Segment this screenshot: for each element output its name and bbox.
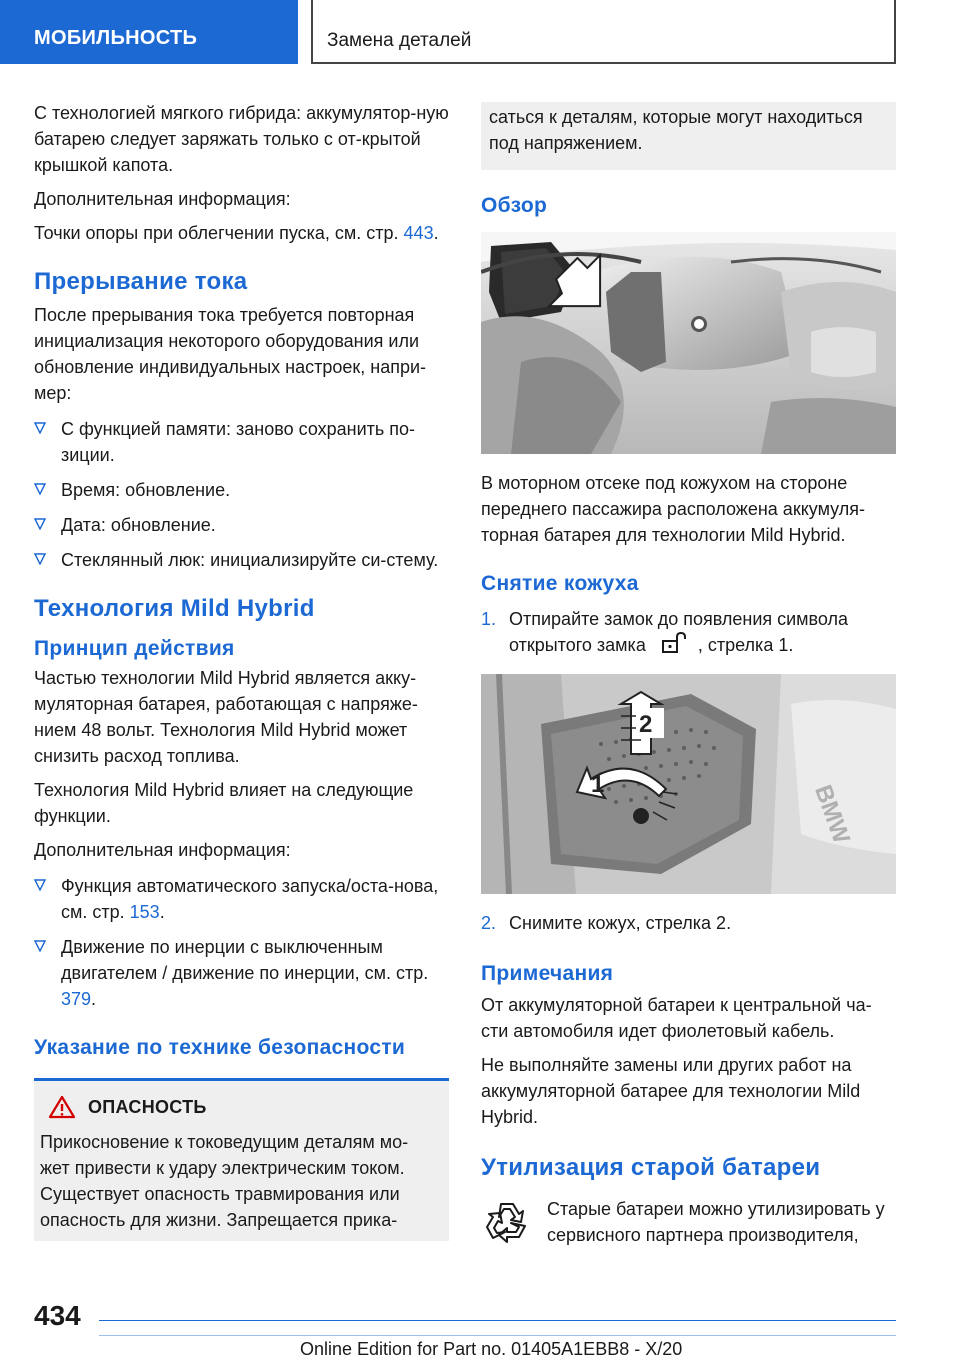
disposal-row bbox=[481, 1196, 896, 1248]
engine-bay-drawing bbox=[481, 232, 896, 454]
bmw-logo-text: BMW bbox=[809, 781, 856, 848]
list-item bbox=[34, 547, 449, 573]
danger-header bbox=[40, 1095, 437, 1119]
paragraph-jump-points-text: Точки опоры при облегчении пуска, см. стр. bbox=[34, 223, 404, 243]
page-number: 434 bbox=[34, 1300, 81, 1331]
open-lock-icon bbox=[657, 632, 687, 654]
page-link-443[interactable]: 443 bbox=[403, 223, 434, 243]
step-text: Отпирайте замок до появления символа открытого замка bbox=[509, 609, 849, 655]
list-item: Движение по инерции с выключенным двигателем / движение по инерции, см. стр. 379. bbox=[34, 934, 449, 1012]
heading-safety: Указание по технике безопасности bbox=[34, 1036, 406, 1059]
danger-text-continued: саться к деталям, которые могут находиться под напряжением. bbox=[489, 107, 863, 153]
paragraph-more-info: Дополнительная информация: bbox=[34, 189, 291, 209]
page-link-379[interactable]: 379 bbox=[61, 989, 92, 1009]
interruption-list bbox=[34, 416, 449, 573]
removal-steps bbox=[481, 606, 896, 658]
step-1 bbox=[481, 606, 896, 658]
paragraph-principle-1: Частью технологии Mild Hybrid является акку-муляторная батарея, работающая с напряже-нием 48 вольт. Технология Mild Hybrid может снизить расход топлива. bbox=[34, 668, 418, 766]
section-tab bbox=[0, 0, 298, 64]
bullet-triangle-icon bbox=[34, 879, 46, 891]
danger-label: ОПАСНОСТЬ bbox=[88, 1096, 207, 1117]
heading-power-interruption: Прерывание тока bbox=[34, 268, 248, 295]
list-item-text: Дата: обновление. bbox=[61, 515, 216, 535]
danger-text: Прикосновение к токоведущим деталям мо-жет привести к удару электрическим током. Существует опасность травмирования или опасность для жизни. Запрещается прика- bbox=[40, 1132, 409, 1230]
list-item-text: С функцией памяти: заново сохранить по-зиции. bbox=[61, 419, 416, 465]
paragraph-overview: В моторном отсеке под кожухом на стороне переднего пассажира расположена аккумуля-торная батарея для технологии Mild Hybrid. bbox=[481, 473, 865, 545]
bullet-triangle-icon bbox=[34, 422, 46, 434]
left-column bbox=[34, 100, 449, 1241]
bullet-triangle-icon bbox=[34, 553, 46, 565]
heading-mild-hybrid: Технология Mild Hybrid bbox=[34, 595, 315, 622]
paragraph-jump-points: Точки опоры при облегчении пуска, см. стр. 443. bbox=[34, 223, 439, 243]
list-item-text: Функция автоматического запуска/оста-нова, см. стр. bbox=[61, 876, 439, 922]
principle-list bbox=[34, 873, 449, 1012]
list-item bbox=[34, 416, 449, 468]
paragraph-principle-3: Дополнительная информация: bbox=[34, 840, 291, 860]
danger-box-continued bbox=[481, 102, 896, 170]
paragraph-notes-2: Не выполняйте замены или других работ на аккумуляторной батарее для технологии Mild Hybrid. bbox=[481, 1055, 861, 1127]
list-item bbox=[34, 512, 449, 538]
list-item-text: Стеклянный люк: инициализируйте си-стему. bbox=[61, 550, 439, 570]
list-item-text: Время: обновление. bbox=[61, 480, 231, 500]
recycle-icon bbox=[481, 1196, 533, 1248]
paragraph-disposal: Старые батареи можно утилизировать у сервисного партнера производителя, bbox=[547, 1199, 885, 1245]
paragraph-principle-2: Технология Mild Hybrid влияет на следующие функции. bbox=[34, 780, 414, 826]
engine-bay-image bbox=[481, 232, 896, 454]
paragraph-power-interruption: После прерывания тока требуется повторная инициализация некоторого оборудования или обновление индивидуальных настроек, напри-мер: bbox=[34, 305, 427, 403]
warning-triangle-icon bbox=[48, 1095, 76, 1119]
bullet-triangle-icon bbox=[34, 518, 46, 530]
footer-edition: Online Edition for Part no. 01405A1EBB8 - X/20 bbox=[300, 1339, 683, 1359]
list-item bbox=[34, 477, 449, 503]
bullet-triangle-icon bbox=[34, 940, 46, 952]
step-text: Снимите кожух, стрелка 2. bbox=[509, 913, 732, 933]
paragraph-charging: С технологией мягкого гибрида: аккумулятор-ную батарею следует заряжать только с от-крытой крышкой капота. bbox=[34, 103, 449, 175]
battery-cover-drawing bbox=[481, 674, 896, 894]
heading-overview: Обзор bbox=[481, 194, 548, 217]
heading-notes: Примечания bbox=[481, 962, 614, 985]
footer-rule-light bbox=[99, 1335, 896, 1336]
list-item: Функция автоматического запуска/оста-нова, см. стр. 153. bbox=[34, 873, 449, 925]
list-item-text: Движение по инерции с выключенным двигателем / движение по инерции, см. стр. bbox=[61, 937, 429, 983]
heading-remove-cover: Снятие кожуха bbox=[481, 572, 639, 595]
footer-rule bbox=[99, 1320, 896, 1321]
section-title: МОБИЛЬНОСТЬ bbox=[34, 27, 198, 49]
callout-1: 1 bbox=[591, 771, 605, 798]
chapter-tab bbox=[311, 0, 896, 64]
callout-2: 2 bbox=[639, 711, 653, 738]
step-2 bbox=[481, 910, 896, 936]
battery-cover-image bbox=[481, 674, 896, 894]
chapter-title: Замена деталей bbox=[327, 30, 472, 51]
heading-disposal: Утилизация старой батареи bbox=[481, 1154, 821, 1181]
removal-steps-2 bbox=[481, 910, 896, 936]
bullet-triangle-icon bbox=[34, 483, 46, 495]
heading-principle: Принцип действия bbox=[34, 637, 235, 660]
danger-box bbox=[34, 1081, 449, 1241]
step-text-end: , стрелка 1. bbox=[697, 635, 794, 655]
paragraph-notes-1: От аккумуляторной батареи к центральной ча-сти автомобиля идет фиолетовый кабель. bbox=[481, 995, 872, 1041]
step-number: 1. bbox=[481, 609, 497, 629]
step-number: 2. bbox=[481, 913, 497, 933]
right-column bbox=[481, 102, 896, 1248]
page-link-153[interactable]: 153 bbox=[129, 902, 160, 922]
